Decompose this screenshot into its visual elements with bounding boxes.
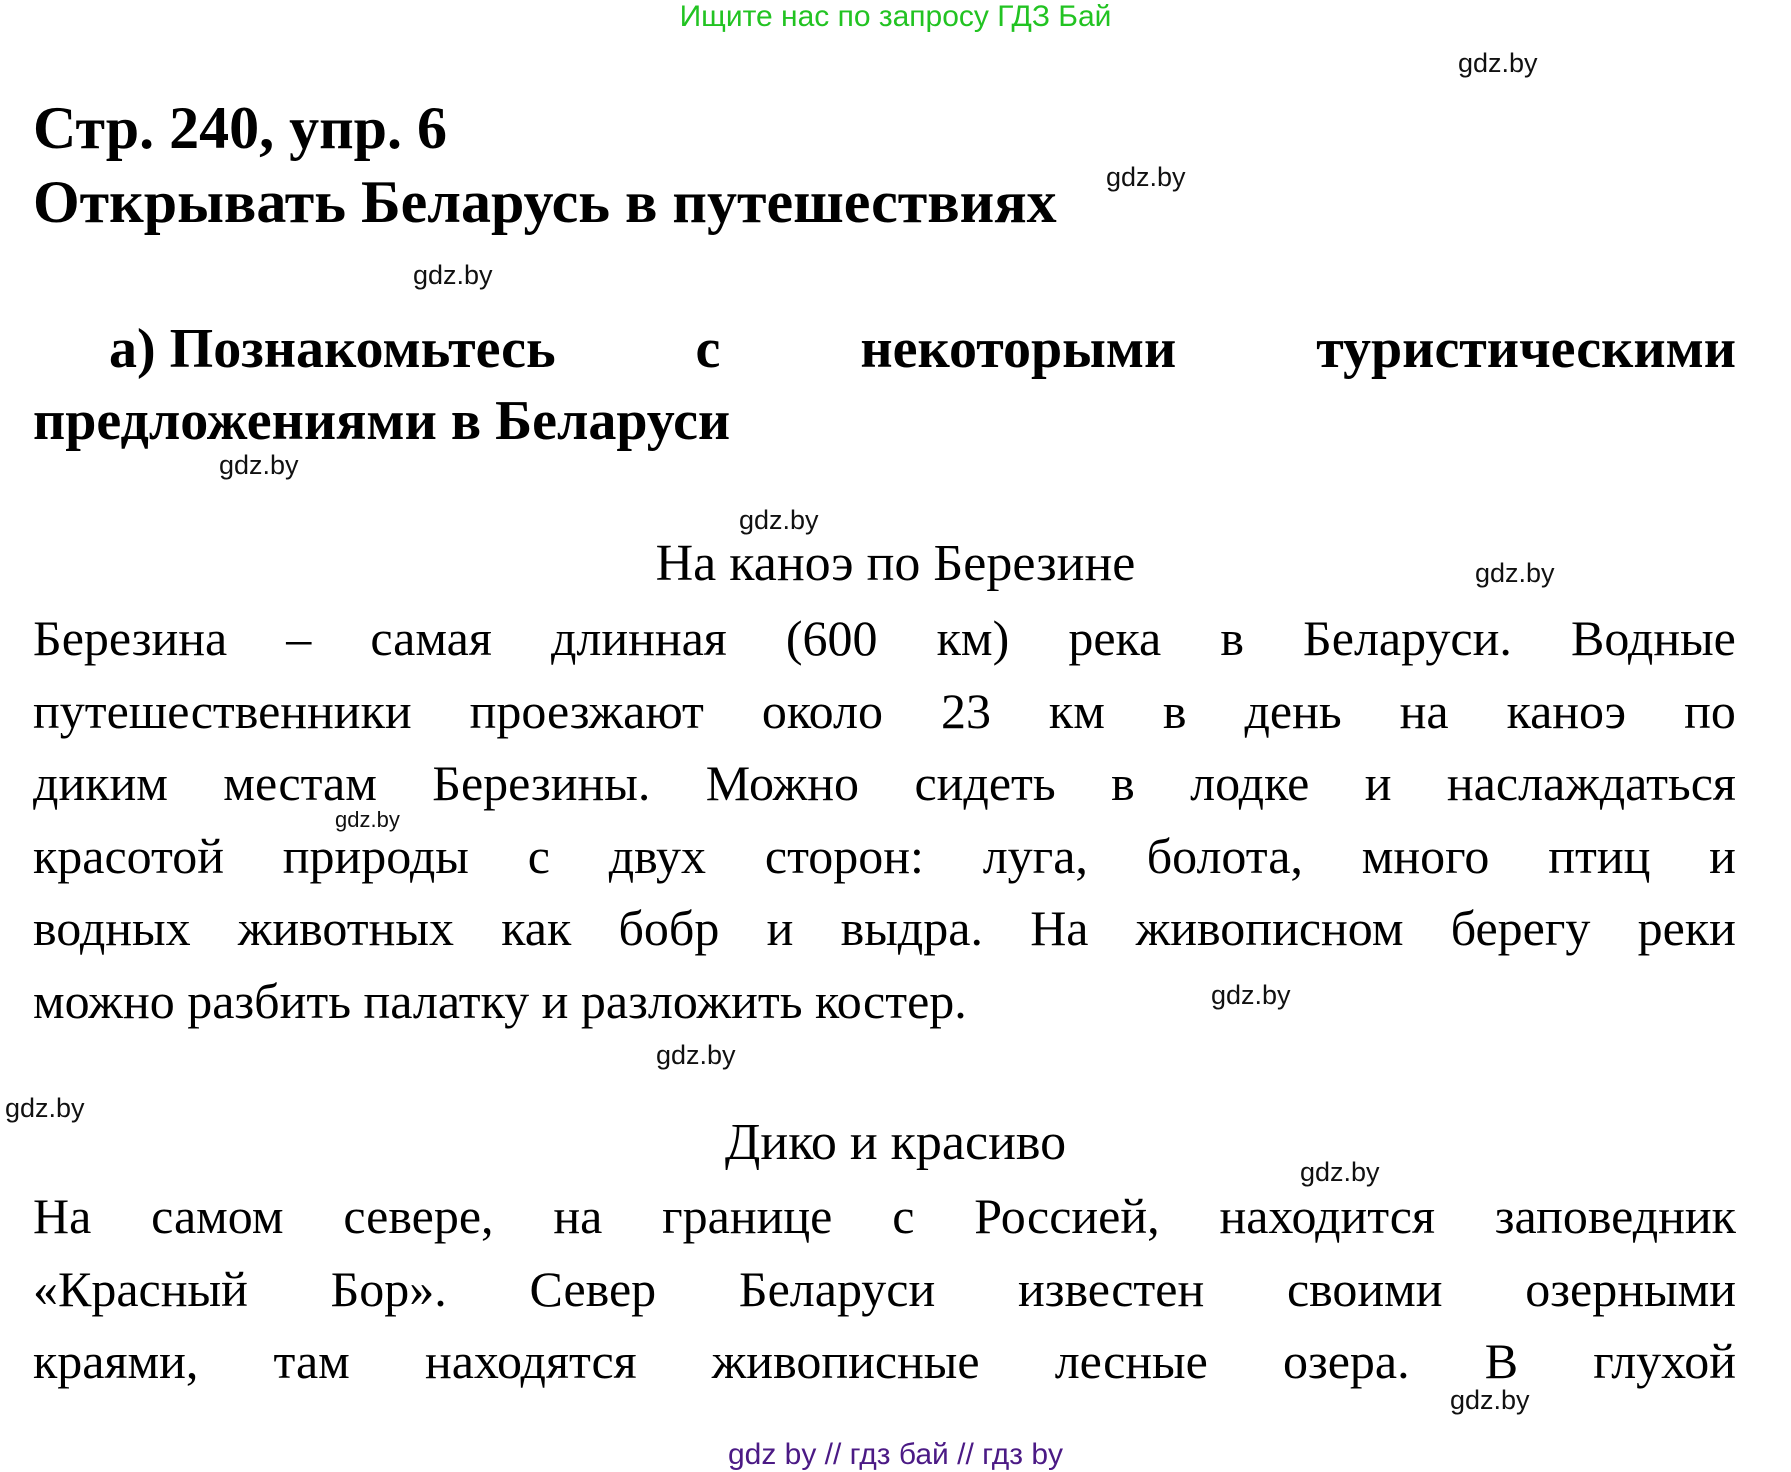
word: длинная — [550, 610, 727, 666]
word: 23 — [940, 682, 991, 739]
page-reference: Стр. 240, упр. 6 — [33, 95, 448, 161]
word: (600 — [785, 610, 878, 666]
word: каноэ — [1506, 682, 1627, 739]
word: самая — [370, 610, 492, 666]
word: красотой — [33, 827, 224, 884]
word: Водные — [1570, 610, 1736, 666]
task-word: туристическими — [1316, 318, 1736, 380]
text-line — [33, 820, 1736, 893]
word: в — [1220, 610, 1244, 666]
word: животных — [237, 900, 454, 956]
word: самом — [151, 1188, 284, 1244]
word: Север — [529, 1260, 657, 1317]
word: озерными — [1525, 1260, 1736, 1317]
section-title: Дико и красиво — [724, 1114, 1067, 1171]
word: Березины. — [432, 755, 651, 811]
word: живописном — [1135, 900, 1404, 956]
word: Беларуси — [738, 1260, 936, 1317]
word: водных — [33, 900, 191, 956]
word: В — [1484, 1333, 1519, 1389]
word: Березина — [33, 610, 228, 666]
page-title: Открывать Беларусь в путешествиях — [33, 169, 1057, 235]
watermark: gdz.by — [1211, 980, 1291, 1010]
word: берегу — [1450, 900, 1591, 956]
word: севере, — [343, 1188, 494, 1244]
word: с — [527, 827, 550, 884]
word: и — [1709, 827, 1736, 884]
word: заповедник — [1494, 1188, 1736, 1244]
watermark: gdz.by — [1450, 1385, 1530, 1415]
word: Бор». — [330, 1260, 447, 1317]
section-paragraph — [33, 602, 1736, 1037]
word: местам — [223, 755, 377, 811]
text-line — [33, 892, 1736, 965]
word: около — [761, 682, 883, 739]
task-word: с — [695, 318, 721, 380]
word: там — [273, 1333, 350, 1389]
word: км — [1048, 682, 1105, 739]
word: На — [33, 1188, 92, 1244]
text-line: можно разбить палатку и разложить костер. — [33, 972, 967, 1029]
word: по — [1684, 682, 1736, 739]
word: проезжают — [469, 682, 704, 739]
word: известен — [1017, 1260, 1205, 1317]
word: Беларуси. — [1303, 610, 1512, 666]
watermark: gdz.by — [5, 1093, 85, 1123]
word: на — [553, 1188, 603, 1244]
word: глухой — [1593, 1333, 1736, 1389]
word: – — [286, 610, 312, 666]
word: луга, — [982, 827, 1088, 884]
task-line-2: предложениями в Беларуси — [33, 390, 731, 452]
word: «Красный — [33, 1260, 248, 1317]
word: Можно — [705, 755, 860, 811]
search-banner[interactable]: Ищите нас по запросу ГДЗ Бай — [679, 0, 1112, 33]
watermark: gdz.by — [656, 1040, 736, 1070]
word: реки — [1637, 900, 1736, 956]
task-word: некоторыми — [860, 318, 1177, 380]
watermark: gdz.by — [1458, 48, 1538, 78]
word: лодке — [1190, 755, 1310, 811]
word: болота, — [1146, 827, 1303, 884]
task-instruction — [33, 313, 1736, 457]
word: двух — [608, 827, 707, 884]
section-title: На каноэ по Березине — [655, 535, 1136, 592]
word: диким — [33, 755, 168, 811]
word: км) — [936, 610, 1010, 666]
word: бобр — [618, 900, 720, 956]
text-line — [33, 1325, 1736, 1398]
text-line — [33, 675, 1736, 748]
word: наслаждаться — [1446, 755, 1736, 811]
word: как — [501, 900, 572, 956]
word: На — [1030, 900, 1089, 956]
word: озера. — [1282, 1333, 1410, 1389]
text-line — [33, 1253, 1736, 1326]
word: с — [892, 1188, 915, 1244]
word: лесные — [1054, 1333, 1208, 1389]
word: выдра. — [840, 900, 983, 956]
word: находятся — [424, 1333, 637, 1389]
word: день — [1244, 682, 1342, 739]
watermark: gdz.by — [739, 505, 819, 535]
word: река — [1068, 610, 1162, 666]
text-line — [33, 602, 1736, 675]
word: много — [1361, 827, 1490, 884]
word: краями, — [33, 1333, 199, 1389]
watermark: gdz.by — [219, 450, 299, 480]
word: на — [1399, 682, 1449, 739]
word: и — [1364, 755, 1392, 811]
word: в — [1162, 682, 1187, 739]
text-line — [33, 1180, 1736, 1253]
word: Россией, — [974, 1188, 1160, 1244]
watermark: gdz.by — [413, 260, 493, 290]
watermark: gdz.by — [1300, 1157, 1380, 1187]
word: и — [766, 900, 794, 956]
word: птиц — [1548, 827, 1651, 884]
word: находится — [1219, 1188, 1435, 1244]
task-word: а) Познакомьтесь — [109, 318, 556, 380]
word: природы — [282, 827, 469, 884]
text-line — [33, 747, 1736, 820]
word: в — [1111, 755, 1135, 811]
word: сидеть — [914, 755, 1056, 811]
word: путешественники — [33, 682, 412, 739]
watermark: gdz.by — [1106, 162, 1186, 192]
section-paragraph — [33, 1180, 1736, 1398]
watermark: gdz.by — [335, 807, 400, 832]
footer-links[interactable]: gdz by // гдз бай // гдз by — [727, 1438, 1064, 1471]
watermark: gdz.by — [1475, 558, 1555, 588]
word: живописные — [711, 1333, 980, 1389]
word: своими — [1286, 1260, 1443, 1317]
word: сторон: — [764, 827, 924, 884]
word: границе — [662, 1188, 833, 1244]
